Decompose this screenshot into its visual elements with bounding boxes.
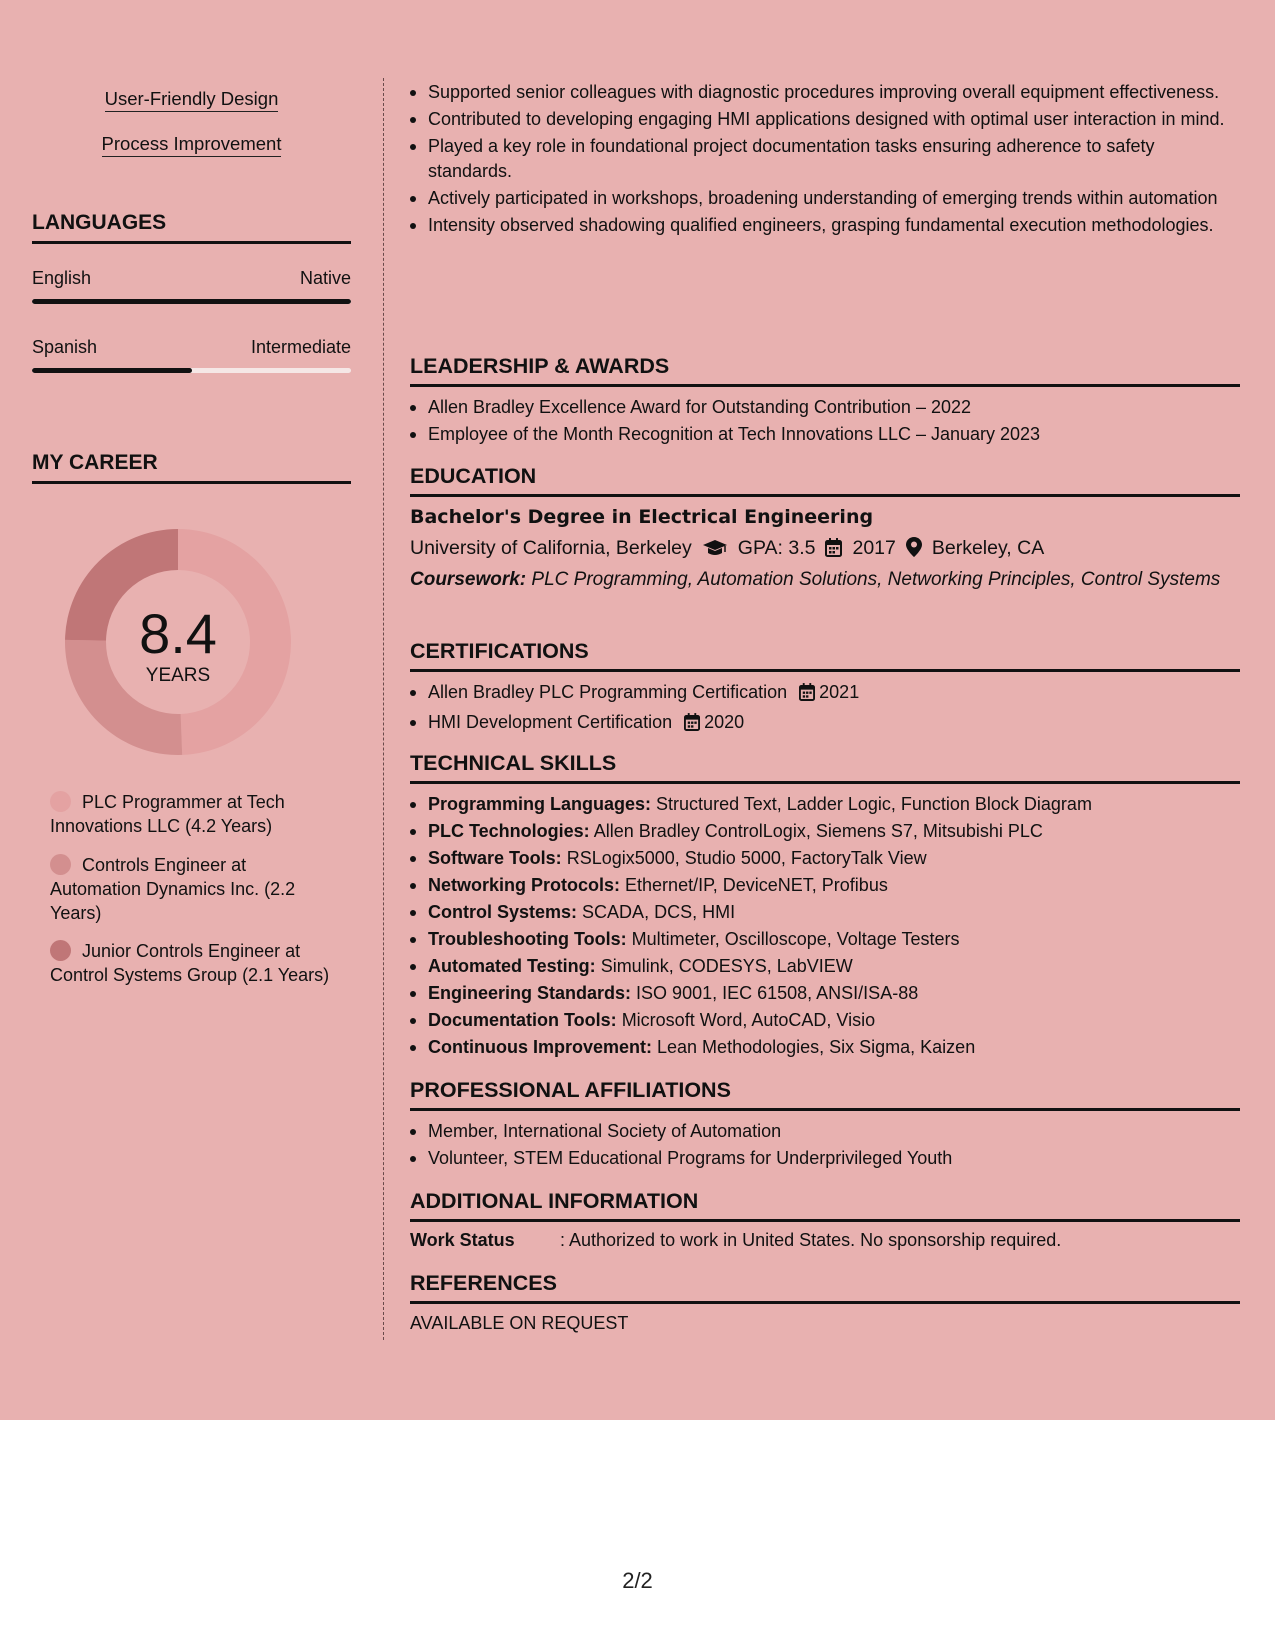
list-item [410,927,1240,952]
certification-name: HMI Development Certification [428,712,673,732]
calendar-icon [799,683,815,708]
list-item [410,1008,1240,1033]
list-item: Contributed to developing engaging HMI applications designed with optimal user interaction in mind. [410,107,1240,132]
career-legend-label: PLC Programmer at Tech Innovations LLC (4.2 Years) [50,792,285,836]
list-item: Intensity observed shadowing qualified engineers, grasping fundamental execution methodologies. [410,213,1240,238]
skill-category: Control Systems: [428,902,578,922]
education-meta [410,537,1240,563]
list-item: Supported senior colleagues with diagnostic procedures improving overall equipment effectiveness. [410,80,1240,105]
skill-category: Automated Testing: [428,956,596,976]
skill-tag-label: User-Friendly Design [105,88,279,112]
career-heading: MY CAREER [32,451,351,484]
legend-dot [50,854,71,875]
skill-values: RSLogix5000, Studio 5000, FactoryTalk View [566,848,927,868]
career-legend-item [50,939,340,987]
career-legend-label: Controls Engineer at Automation Dynamics Inc. (2.2 Years) [50,855,296,923]
skill-tag-label: Process Improvement [102,133,282,157]
skill-values: ISO 9001, IEC 61508, ANSI/ISA-88 [636,983,919,1003]
work-status-value: : Authorized to work in United States. No sponsorship required. [560,1230,1062,1250]
list-item [410,710,1240,738]
coursework-text: PLC Programming, Automation Solutions, Networking Principles, Control Systems [531,569,1221,590]
list-item [410,900,1240,925]
list-item: Played a key role in foundational project documentation tasks ensuring adherence to safety standards. [410,134,1240,183]
language-level: Native [299,268,351,288]
career-donut-center [65,529,291,755]
education-location: Berkeley, CA [931,537,1045,559]
list-item [410,873,1240,898]
skill-category: Engineering Standards: [428,983,632,1003]
languages-heading: LANGUAGES [32,211,351,244]
leadership-heading: LEADERSHIP & AWARDS [410,354,1240,387]
location-pin-icon [906,537,922,563]
skill-values: Microsoft Word, AutoCAD, Visio [621,1010,876,1030]
skill-tag [32,88,351,110]
skill-values: Multimeter, Oscilloscope, Voltage Testers [631,929,960,949]
language-name: Spanish [32,337,98,357]
list-item: Actively participated in workshops, broadening understanding of emerging trends within automation [410,186,1240,211]
page-number: 2/2 [622,1568,653,1593]
additional-info-heading: ADDITIONAL INFORMATION [410,1189,1240,1222]
language-level: Intermediate [250,337,351,357]
career-donut-chart [65,529,291,755]
career-legend-item [50,790,340,838]
skill-values: Structured Text, Ladder Logic, Function Block Diagram [656,794,1092,814]
affiliations-heading: PROFESSIONAL AFFILIATIONS [410,1078,1240,1111]
career-legend-label: Junior Controls Engineer at Control Systems Group (2.1 Years) [50,941,330,985]
language-bar-fill [32,368,192,373]
certification-name: Allen Bradley PLC Programming Certification [428,682,788,702]
work-status [410,1230,1240,1251]
career-total-unit: YEARS [145,665,211,686]
language-bar-fill [32,299,351,304]
graduation-cap-icon [702,539,728,563]
list-item: Employee of the Month Recognition at Tech Innovations LLC – January 2023 [410,422,1240,447]
technical-skills-heading: TECHNICAL SKILLS [410,751,1240,784]
school-name: University of California, Berkeley [410,537,692,559]
skill-category: Documentation Tools: [428,1010,617,1030]
list-item: Volunteer, STEM Educational Programs for Underprivileged Youth [410,1146,1240,1171]
skill-category: Networking Protocols: [428,875,621,895]
list-item [410,819,1240,844]
degree-title: Bachelor's Degree in Electrical Engineering [410,506,874,528]
skill-values: Allen Bradley ControlLogix, Siemens S7, Mitsubishi PLC [593,821,1043,841]
list-item [410,1035,1240,1060]
list-item [410,954,1240,979]
leadership-list [410,395,1240,449]
affiliations-list [410,1119,1240,1173]
list-item [410,981,1240,1006]
experience-bullets [410,80,1240,240]
education-heading: EDUCATION [410,464,1240,497]
skill-category: PLC Technologies: [428,821,590,841]
skill-tag [32,133,351,155]
list-item [410,680,1240,708]
skill-category: Continuous Improvement: [428,1037,652,1057]
technical-skills-list [410,792,1240,1062]
skill-category: Software Tools: [428,848,562,868]
certification-year: 2020 [704,712,745,732]
coursework-label: Coursework: [410,569,527,590]
career-legend-item [50,853,340,925]
work-status-label: Work Status [410,1230,515,1250]
references-heading: REFERENCES [410,1271,1240,1304]
certifications-list [410,680,1240,740]
career-total-years: 8.4 [139,602,217,665]
list-item [410,846,1240,871]
skill-values: Simulink, CODESYS, LabVIEW [600,956,853,976]
skill-category: Troubleshooting Tools: [428,929,627,949]
skill-values: Lean Methodologies, Six Sigma, Kaizen [657,1037,976,1057]
skill-category: Programming Languages: [428,794,652,814]
legend-dot [50,940,71,961]
certifications-heading: CERTIFICATIONS [410,639,1240,672]
legend-dot [50,791,71,812]
language-bar [32,299,351,304]
skill-values: Ethernet/IP, DeviceNET, Profibus [625,875,888,895]
list-item: Allen Bradley Excellence Award for Outstanding Contribution – 2022 [410,395,1240,420]
coursework [410,568,1240,592]
graduation-year: 2017 [852,537,896,559]
language-name: English [32,268,92,288]
certification-year: 2021 [819,682,860,702]
references-text: AVAILABLE ON REQUEST [410,1313,629,1333]
skill-values: SCADA, DCS, HMI [582,902,736,922]
gpa: GPA: 3.5 [737,537,816,559]
column-divider [383,78,384,1340]
list-item [410,792,1240,817]
calendar-icon [825,538,842,563]
calendar-icon [684,713,700,738]
language-bar [32,368,351,373]
list-item: Member, International Society of Automation [410,1119,1240,1144]
